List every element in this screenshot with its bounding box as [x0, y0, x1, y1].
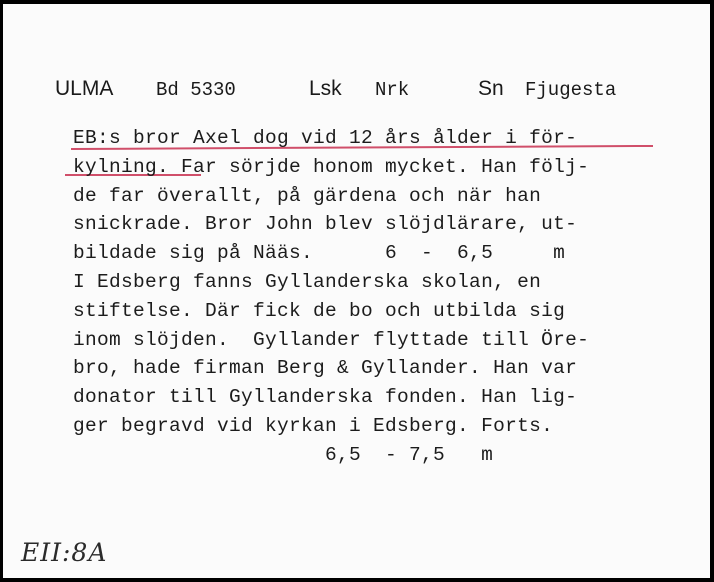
landskap-label: Lsk: [309, 77, 342, 100]
note-line: 6,5 - 7,5 m: [73, 443, 494, 466]
note-line: donator till Gyllanderska fonden. Han lig-: [73, 386, 578, 409]
landskap-value: Nrk: [375, 79, 410, 101]
archive-card: [3, 4, 710, 578]
note-line: bro, hade firman Berg & Gyllander. Han var: [73, 357, 578, 380]
note-line: inom slöjden. Gyllander flyttade till Öre-: [73, 328, 590, 351]
note-line: snickrade. Bror John blev slöjdlärare, ut-: [73, 213, 578, 236]
socken-label: Sn: [478, 77, 504, 100]
note-line: de far överallt, på gärdena och när han: [73, 184, 542, 207]
handwritten-archive-mark: EII:8A: [21, 538, 108, 567]
archive-name: ULMA: [55, 77, 114, 100]
note-line: I Edsberg fanns Gyllanderska skolan, en: [73, 270, 542, 293]
typed-note-body: [73, 124, 589, 470]
note-line: EB:s bror Axel dog vid 12 års ålder i för-: [73, 127, 578, 149]
note-line: stiftelse. Där fick de bo och utbilda sig: [73, 299, 566, 322]
card-header: [3, 77, 710, 107]
socken-value: Fjugesta: [525, 79, 617, 101]
volume-number: Bd 5330: [156, 79, 236, 101]
note-line: ger begravd vid kyrkan i Edsberg. Forts.: [73, 414, 554, 437]
note-line: kylning. Far sörjde honom mycket. Han följ-: [73, 155, 590, 178]
note-line: bildade sig på Nääs. 6 - 6,5 m: [73, 242, 566, 265]
